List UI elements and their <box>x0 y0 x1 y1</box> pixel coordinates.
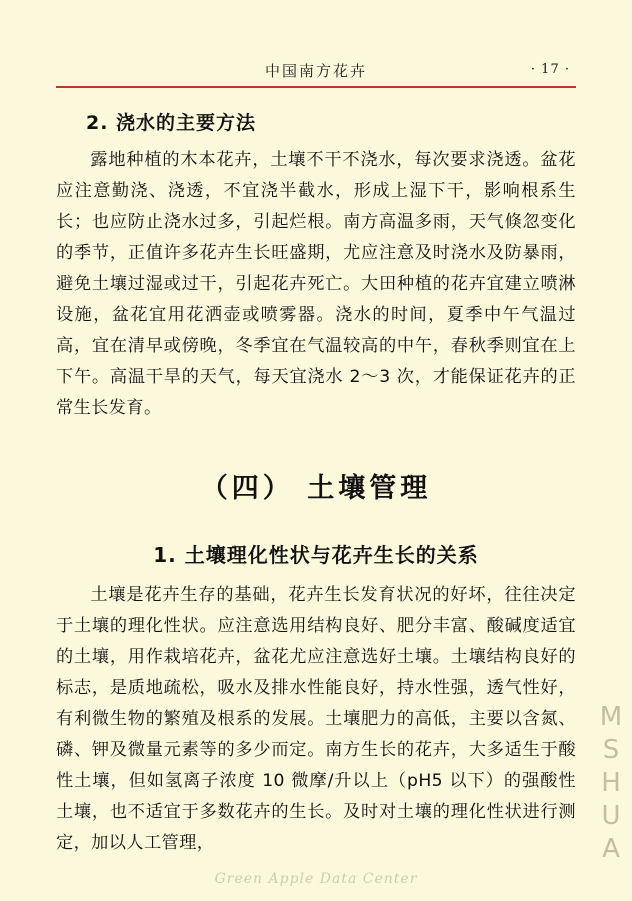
page-header <box>56 52 576 92</box>
side-watermark: MSHUA <box>596 702 626 867</box>
paragraph-watering-methods: 露地种植的木本花卉，土壤不干不浇水，每次要求浇透。盆花应注意勤浇、浇透，不宜浇半截水，形成上湿下干，影响根系生长；也应防止浇水过多，引起烂根。南方高温多雨，天气倏忽变化的季节，正值许多花卉生长旺盛期，尤应注意及时浇水及防暴雨，避免土壤过湿或过干，引起花卉死亡。大田种植的花卉宜建立喷淋设施，盆花宜用花洒壶或喷雾器。浇水的时间，夏季中午气温过高，宜在清早或傍晚，冬季宜在气温较高的中午，春秋季则宜在上下午。高温干旱的天气，每天宜浇水 2～3 次，才能保证花卉的正常生长发育。 <box>56 150 576 418</box>
section-heading-soil-properties: 1. 土壤理化性状与花卉生长的关系 <box>153 543 479 567</box>
section-heading-watering-methods: 2. 浇水的主要方法 <box>86 112 257 134</box>
running-head-title: 中国南方花卉 <box>264 62 367 80</box>
header-rule <box>56 86 576 88</box>
paragraph-soil-properties: 土壤是花卉生存的基础，花卉生长发育状况的好坏，往往决定于土壤的理化性状。应注意选用结构良好、肥分丰富、酸碱度适宜的土壤，用作栽培花卉，盆花尤应注意选好土壤。土壤结构良好的标志，是质地疏松，吸水及排水性能良好，持水性强，透气性好，有利微生物的繁殖及根系的发展。土壤肥力的高低，主要以含氮、磷、钾及微量元素等的多少而定。南方生长的花卉，大多适生于酸性土壤，但如氢离子浓度 10 微摩/升以上（pH5 以下）的强酸性土壤，也不适宜于多数花卉的生长。及时对土壤的理化性状进行测定，加以人工管理， <box>56 585 576 853</box>
chapter-heading-soil-management: （四） 土壤管理 <box>200 473 432 504</box>
page-number: · 17 · <box>530 62 570 77</box>
footer-watermark: Green Apple Data Center <box>214 871 418 887</box>
